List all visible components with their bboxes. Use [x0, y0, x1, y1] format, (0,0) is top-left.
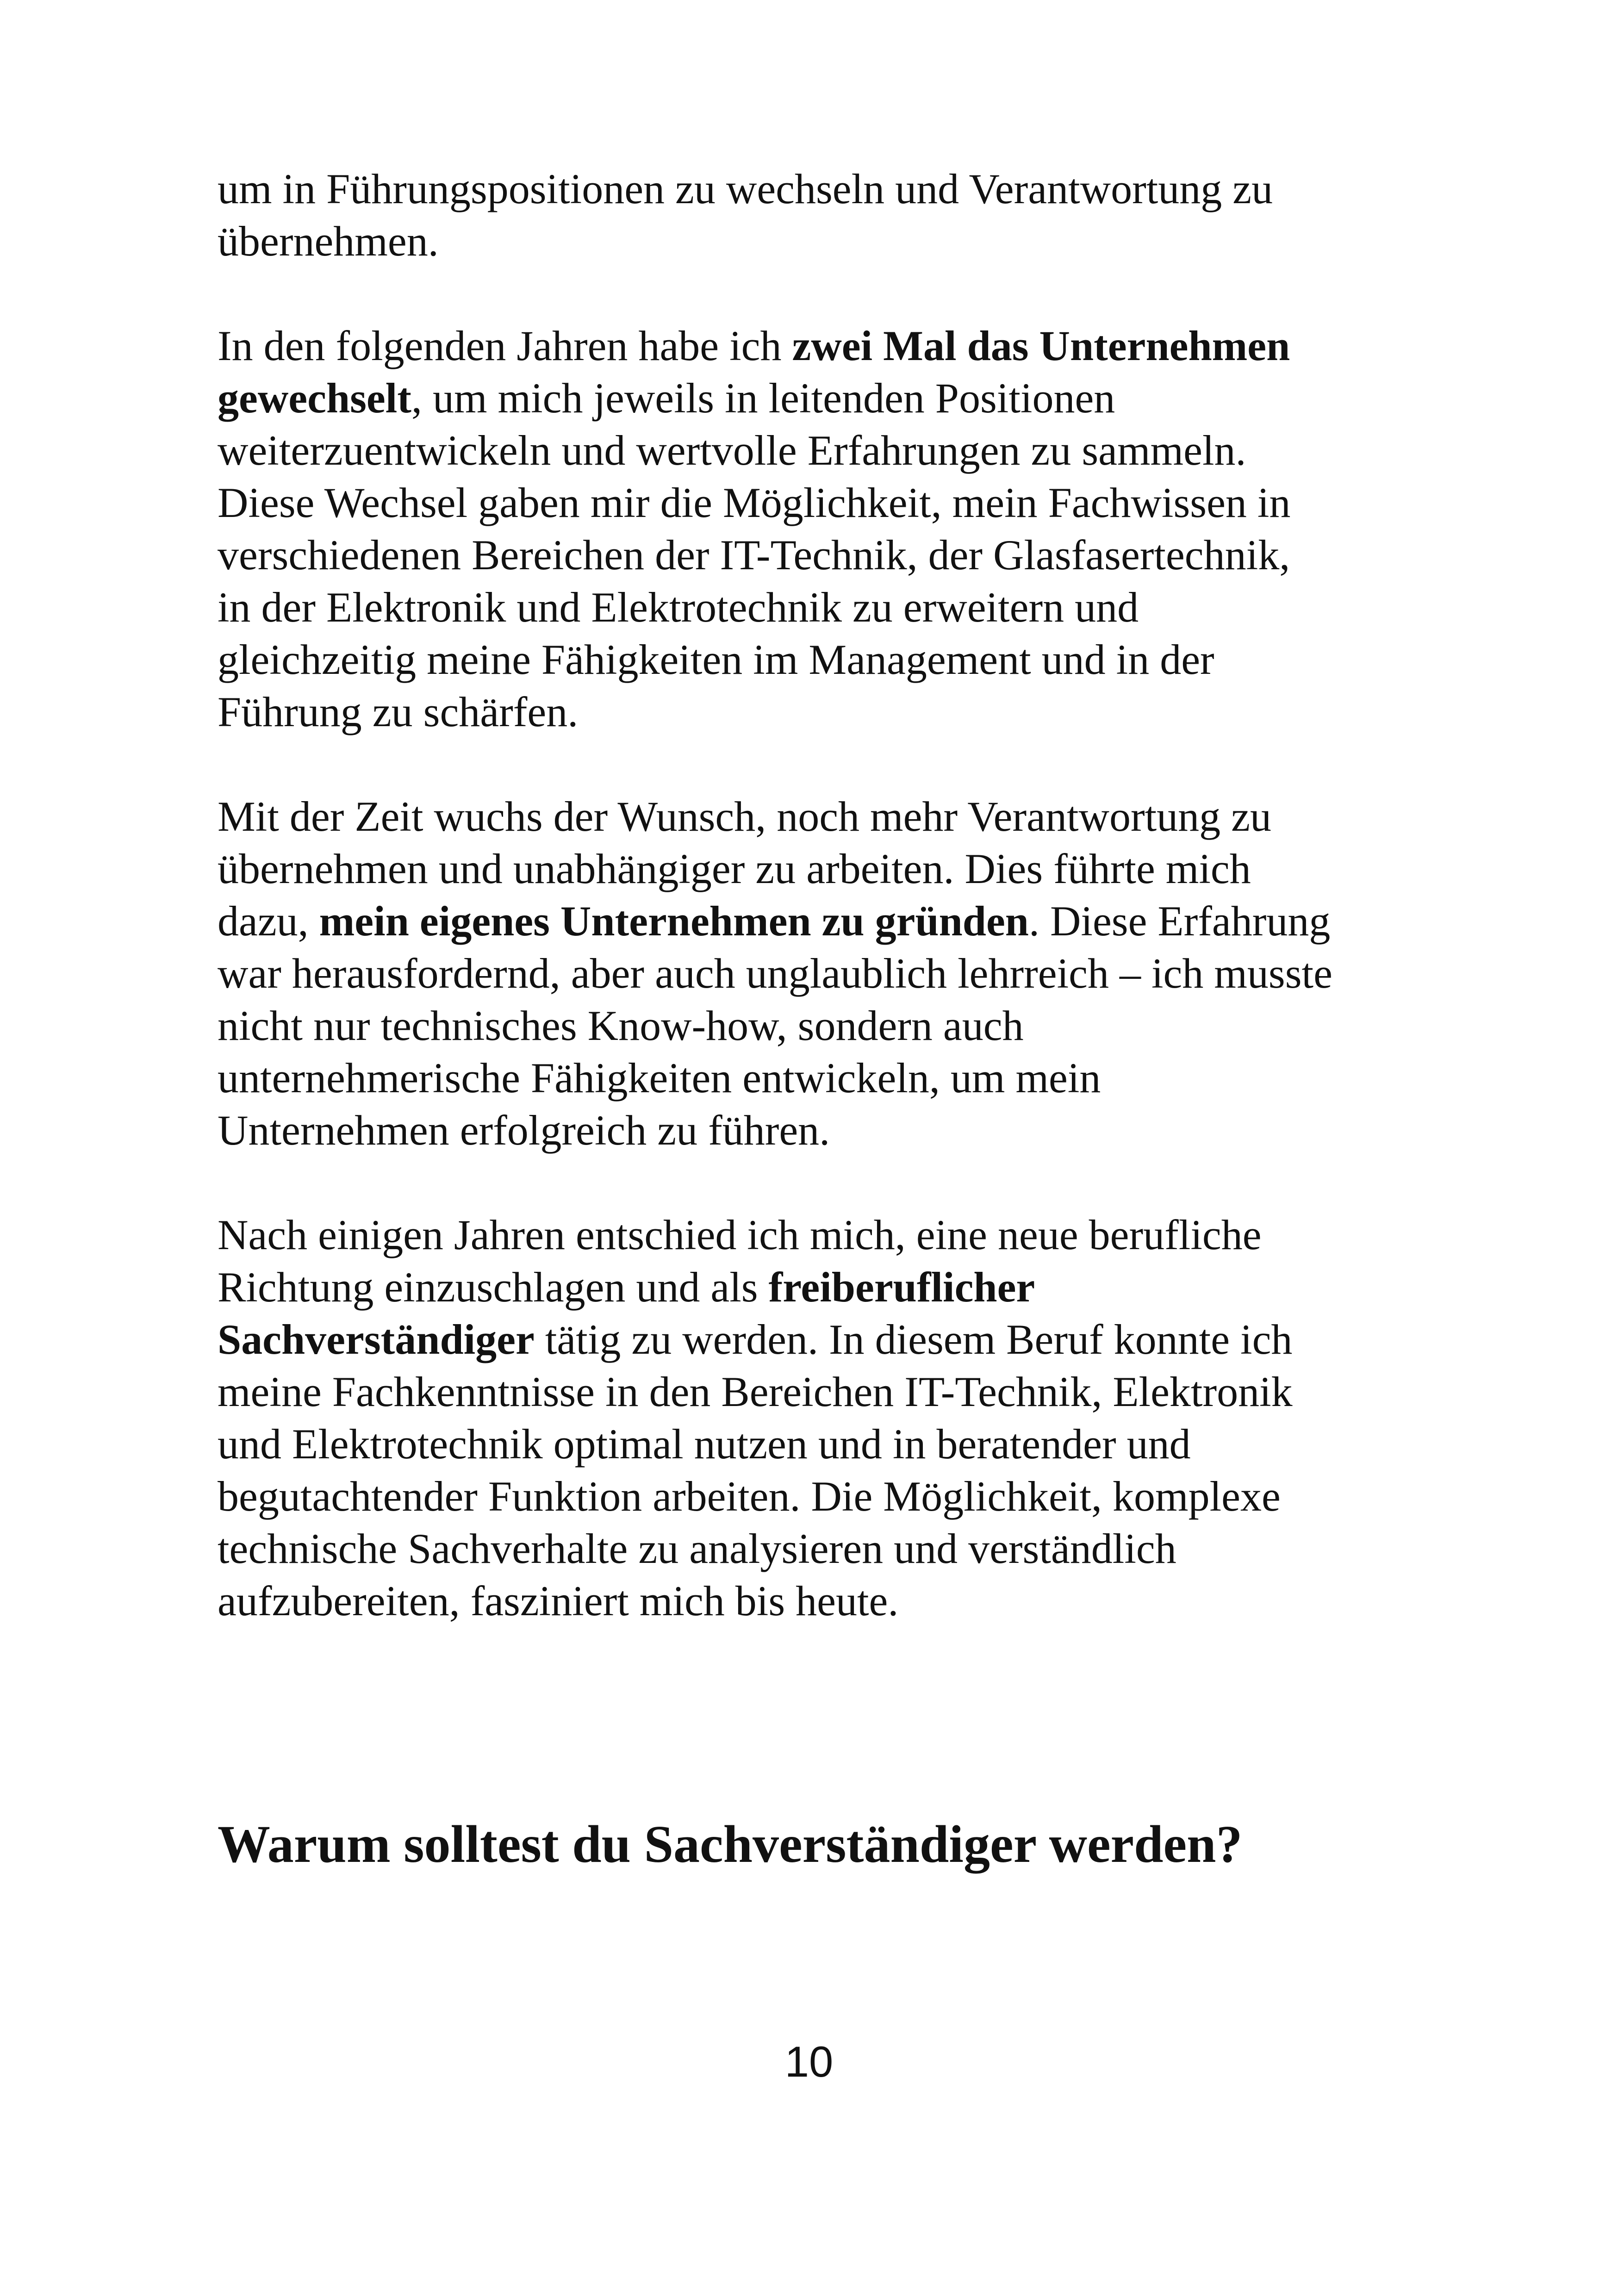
text-line: um in Führungspositionen zu wechseln und Verantwortung zu — [218, 165, 1273, 212]
text-line: weiterzuentwickeln und wertvolle Erfahrungen zu sammeln. — [218, 427, 1246, 474]
bold-text: mein eigenes Unternehmen zu gründen — [319, 897, 1029, 945]
text-line: tätig zu werden. In diesem Beruf konnte ich — [534, 1316, 1293, 1363]
text-line: Mit der Zeit wuchs der Wunsch, noch mehr Verantwortung zu — [218, 793, 1271, 840]
text-line: nicht nur technisches Know-how, sondern auch — [218, 1002, 1024, 1049]
body-text — [218, 163, 1467, 1627]
text-line: und Elektrotechnik optimal nutzen und in beratender und — [218, 1420, 1191, 1468]
text-line: Nach einigen Jahren entschied ich mich, eine neue berufliche — [218, 1211, 1262, 1258]
text-line: gleichzeitig meine Fähigkeiten im Management und in der — [218, 636, 1214, 683]
text-line: verschiedenen Bereichen der IT-Technik, der Glasfasertechnik, — [218, 531, 1290, 579]
text-line: aufzubereiten, fasziniert mich bis heute. — [218, 1577, 899, 1624]
text-line: technische Sachverhalte zu analysieren und verständlich — [218, 1525, 1176, 1572]
text-line: dazu, — [218, 897, 319, 945]
text-line: unternehmerische Fähigkeiten entwickeln, um mein — [218, 1054, 1101, 1101]
text-line: Diese Wechsel gaben mir die Möglichkeit, mein Fachwissen in — [218, 479, 1291, 526]
text-line: begutachtender Funktion arbeiten. Die Möglichkeit, komplexe — [218, 1473, 1281, 1520]
text-line: in der Elektronik und Elektrotechnik zu erweitern und — [218, 584, 1139, 631]
page-number: 10 — [784, 2037, 834, 2086]
paragraph-4 — [218, 1209, 1467, 1627]
text-line: . Diese Erfahrung — [1028, 897, 1331, 945]
paragraph-1 — [218, 163, 1467, 268]
text-line: Unternehmen erfolgreich zu führen. — [218, 1107, 830, 1154]
text-line: übernehmen. — [218, 218, 439, 265]
section-heading: Warum solltest du Sachverständiger werden? — [218, 1815, 1243, 1873]
bold-text: gewechselt — [218, 374, 411, 422]
bold-text: freiberuflicher — [768, 1263, 1035, 1311]
text-line: war herausfordernd, aber auch unglaublich lehrreich – ich musste — [218, 950, 1332, 997]
text-line: meine Fachkenntnisse in den Bereichen IT-Technik, Elektronik — [218, 1368, 1293, 1415]
text-line: Richtung einzuschlagen und als — [218, 1263, 769, 1311]
paragraph-3 — [218, 790, 1467, 1157]
bold-text: Sachverständiger — [218, 1316, 535, 1363]
text-line: Führung zu schärfen. — [218, 688, 579, 735]
text-line: In den folgenden Jahren habe ich — [218, 322, 792, 369]
bold-text: zwei Mal das Unternehmen — [792, 322, 1290, 369]
paragraph-2 — [218, 320, 1467, 738]
text-line: übernehmen und unabhängiger zu arbeiten. Dies führte mich — [218, 845, 1251, 892]
text-line: , um mich jeweils in leitenden Positionen — [411, 374, 1115, 422]
